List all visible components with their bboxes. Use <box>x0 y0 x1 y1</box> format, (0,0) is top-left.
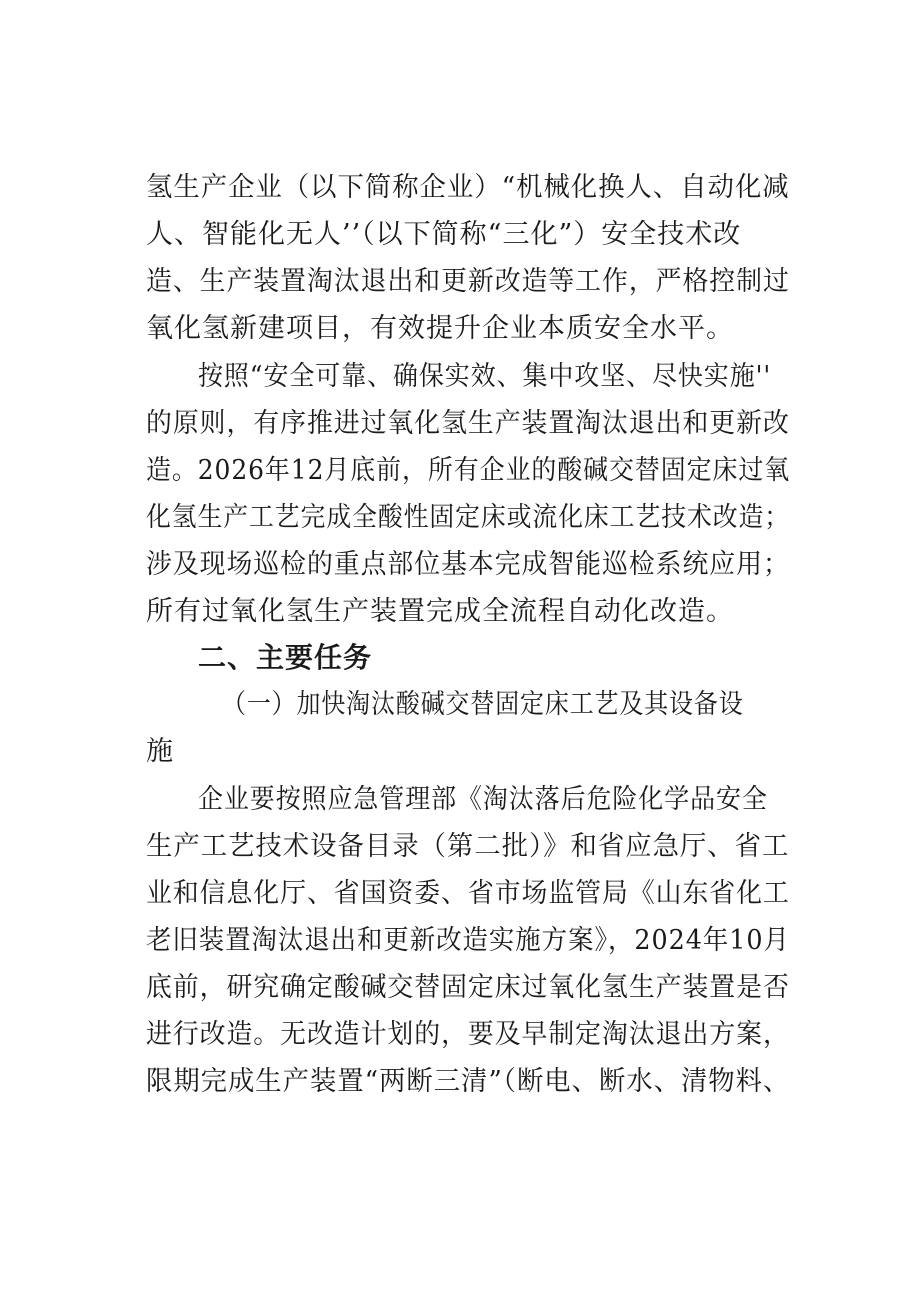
paragraph-line: 企业要按照应急管理部《淘汰落后危险化学品安全 <box>198 784 768 815</box>
paragraph-line: 氢生产企业（以下简称企业）“机械化换人、自动化减 <box>146 172 790 203</box>
paragraph-line: 人、智能化无人’’（以下简称“三化”）安全技术改 <box>146 219 742 250</box>
paragraph-line: 老旧装置淘汰退出和更新改造实施方案》，2024年10月 <box>146 925 790 956</box>
paragraph-line: 氧化氢新建项目，有效提升企业本质安全水平。 <box>146 313 734 344</box>
paragraph-line: 限期完成生产装置“两断三清”（断电、断水、清物料、 <box>146 1066 791 1097</box>
paragraph-line: 底前，研究确定酸碱交替固定床过氧化氢生产装置是否 <box>146 972 790 1003</box>
subsection-heading-continued: 施 <box>146 736 174 767</box>
paragraph-line: 进行改造。无改造计划的，要及早制定淘汰退出方案， <box>146 1019 790 1050</box>
paragraph-line: 所有过氧化氢生产装置完成全流程自动化改造。 <box>146 596 734 627</box>
paragraph-line: 化氢生产工艺完成全酸性固定床或流化床工艺技术改造； <box>146 502 790 533</box>
paragraph-line: 造、生产装置淘汰退出和更新改造等工作，严格控制过 <box>146 266 790 297</box>
paragraph-line: 涉及现场巡检的重点部位基本完成智能巡检系统应用； <box>146 549 790 580</box>
paragraph-line: 按照“安全可靠、确保实效、集中攻坚、尽快实施'' <box>198 361 772 392</box>
paragraph-line: 的原则，有序推进过氧化氢生产装置淘汰退出和更新改 <box>146 408 790 439</box>
subsection-heading: （一）加快淘汰酸碱交替固定床工艺及其设备设 <box>222 689 744 720</box>
section-heading: 二、主要任务 <box>198 641 373 674</box>
paragraph-line: 生产工艺技术设备目录（第二批）》和省应急厅、省工 <box>146 831 790 862</box>
paragraph-line: 造。2026年12月底前，所有企业的酸碱交替固定床过氧 <box>146 455 791 486</box>
paragraph-line: 业和信息化厅、省国资委、省市场监管局《山东省化工 <box>146 878 790 909</box>
